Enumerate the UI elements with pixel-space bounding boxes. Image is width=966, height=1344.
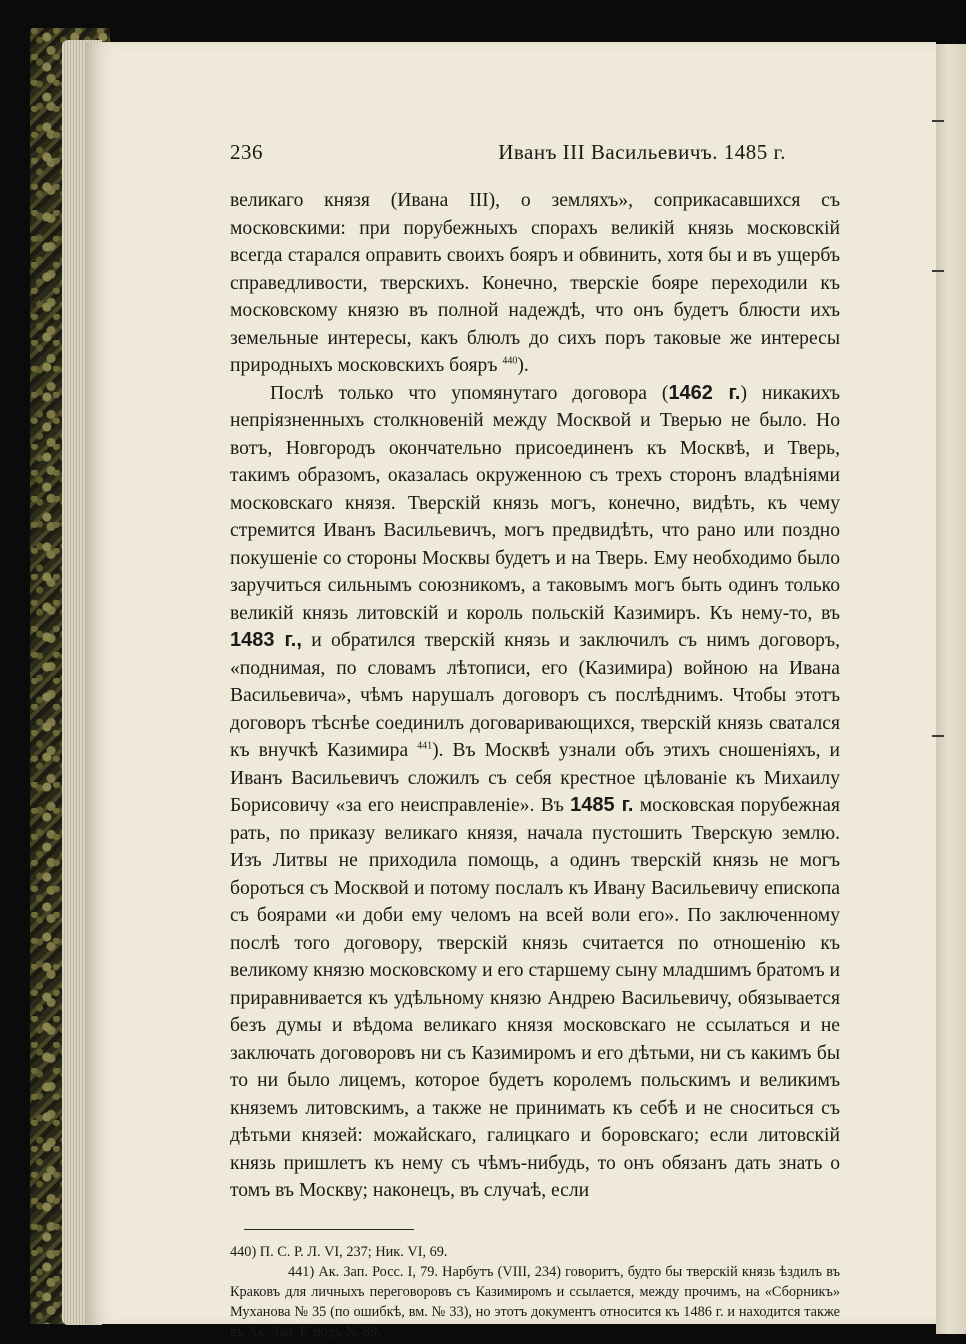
- footnotes: [230, 1242, 840, 1342]
- gutter-mark: [932, 120, 944, 122]
- text-run: ) никакихъ непріязненныхъ столкновеній между Москвой и Тверью не было. Но вотъ, Новгородъ окончательно присоединенъ къ Москвѣ, и Тверь, такимъ образомъ, оказалась окруженною съ трехъ сторонъ владѣніями московскаго князя. Тверскій князь могъ, конечно, видѣть, къ чему стремится Иванъ Васильевичъ, могъ предвидѣть, что рано или поздно покушеніе со стороны Москвы будетъ и на Тверь. Ему необходимо было заручиться сильнымъ союзникомъ, а таковымъ могъ быть одинъ только великій князь литовскій и король польскій Казимиръ. Къ нему-то, въ: [230, 382, 840, 624]
- text-run: и обратился тверскій князь и заключилъ съ нимъ договоръ, «поднимая, по словамъ лѣтописи, его (Казимира) войною на Ивана Васильевича», чѣмъ нарушалъ договоръ съ послѣднимъ. Чтобы этотъ договоръ тѣснѣе соединилъ договаривающихся, тверскій князь сватался къ внучкѣ Казимира: [230, 630, 840, 761]
- text-run: великаго князя (Ивана III), о земляхъ», соприкасавшихся съ московскими: при порубежныхъ спорахъ великій князь московскій всегда старался оправить своихъ бояръ и обвинить, хотя бы и въ ущербъ справедливости, тверскихъ. Конечно, тверскіе бояре переходили къ московскому князю въ полной надеждѣ, что онъ будетъ блюсти ихъ земельные интересы, какъ блюлъ до сихъ поръ таковые же интересы природныхъ московскихъ бояръ: [230, 190, 840, 376]
- footnote-440: 440) П. С. Р. Л. VI, 237; Ник. VI, 69.: [230, 1243, 448, 1260]
- running-head: [230, 140, 840, 165]
- next-page-edge: [936, 44, 966, 1334]
- running-title: Иванъ III Васильевичъ. 1485 г.: [498, 140, 786, 164]
- bold-year: 1462 г.: [668, 381, 741, 404]
- footnote-ref: 441: [417, 740, 433, 752]
- text-run: ).: [517, 355, 529, 376]
- body-text: [230, 187, 840, 1205]
- bold-year: 1483 г.,: [230, 629, 302, 651]
- gutter-mark: [932, 735, 944, 737]
- text-run: Послѣ только что упомянутаго договора (: [270, 382, 669, 404]
- footnote-441: 441) Ак. Зап. Росс. I, 79. Нарбутъ (VIII, 234) говоритъ, будто бы тверскій князь ѣздилъ въ Краковъ для личныхъ переговоровъ съ Казимиромъ и ссылается, между прочимъ, на «Сборникъ» Муханова № 35 (по ошибкѣ, вм. № 33), но этотъ документъ относится къ 1486 г. и находится также въ Ак. Зап. Р. подъ № 89.: [230, 1263, 840, 1340]
- paragraph: [230, 380, 840, 1205]
- gutter-mark: [932, 270, 944, 272]
- page-number: 236: [230, 140, 263, 164]
- footnote-rule: [244, 1229, 414, 1230]
- bold-year: 1485 г.: [570, 794, 634, 816]
- footnote-ref: 440: [502, 355, 518, 367]
- text-run: московская порубежная рать, по приказу великаго князя, начала пустошить Тверскую землю. Изъ Литвы не приходила помощь, а одинъ тверскій князь не могъ бороться съ Москвой и потому послалъ къ Ивану Васильевичу епископа съ боярами «и доби ему челомъ на всей воли его». По заключенному послѣ того договору, тверскій князь считается по отношенію къ великому князю московскому и его старшему сыну младшимъ братомъ и приравнивается къ удѣльному князю Андрею Васильевичу, обязывается безъ думы и вѣдома великаго князя московскаго не ссылаться и не заключать договоровъ ни съ Казимиромъ и его дѣтьми, ни съ какимъ бы то ни было лицемъ, которое будетъ королемъ польскимъ и великимъ княземъ литовскимъ, а также не принимать къ себѣ и не сноситься съ дѣтьми князей: можайскаго, галицкаго и боровскаго; если литовскій князь пришлетъ къ нему съ чѣмъ-нибудь, то онъ обязанъ дать знать о томъ въ Москву; наконецъ, въ случаѣ, если: [230, 795, 840, 1201]
- paragraph: [230, 187, 840, 380]
- text-run: ). Въ Москвѣ узнали объ этихъ сношеніяхъ, и Иванъ Васильевичъ сложилъ съ себя крестное цѣлованіе къ Михаилу Борисовичу «за его неисправленіе». Въ: [230, 740, 840, 816]
- page-content: [230, 140, 840, 1342]
